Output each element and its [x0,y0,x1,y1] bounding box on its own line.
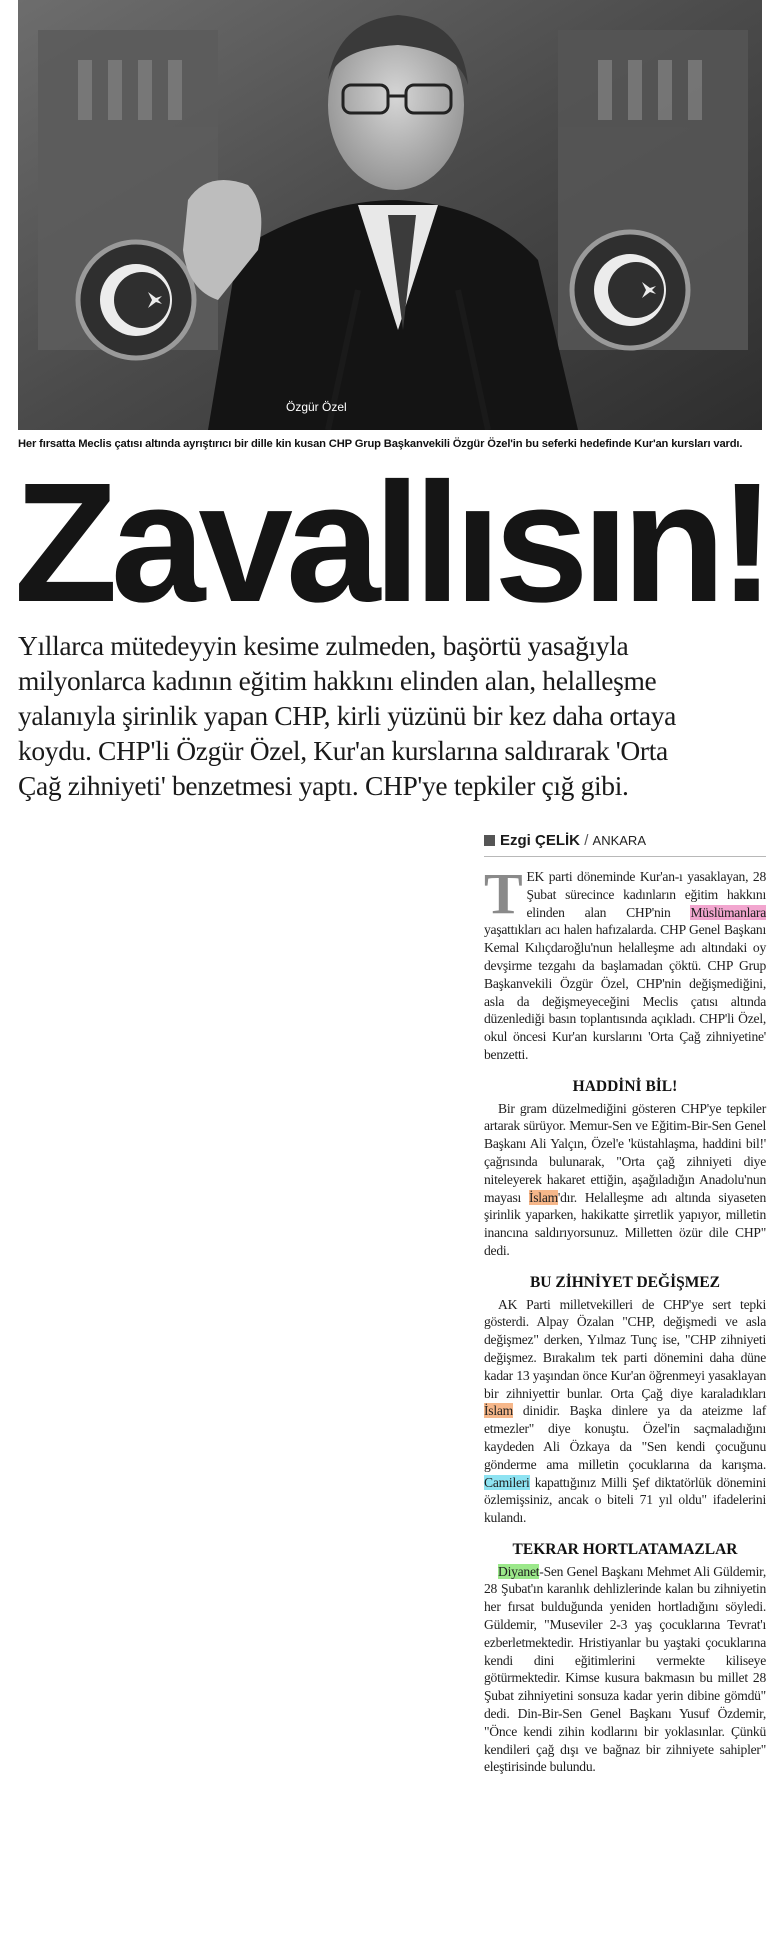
deck-line: yalanıyla şirinlik yapan CHP, kirli yüzünü bir kez daha ortaya [18,700,676,731]
text-run: Bir gram düzelmediğini gösteren CHP'ye tepkiler artarak sürüyor. Memur-Sen ve Eğitim-Bir-Sen Genel Başkanı Ali Yalçın, Özel'e 'küstahlaşma, haddini bil!' çağrısında bulunarak, "Orta çağ zihniyeti diye niteleyerek hakaret ettiğin, aşağıladığın Anadolu'nun mayası [484,1100,766,1205]
deck-line: Yıllarca mütedeyyin kesime zulmeden, başörtü yasağıyla [18,630,629,661]
text-run: yaşattıkları acı halen hafızalarda. CHP Genel Başkanı Kemal Kılıçdaroğlu'nun helalleşme adı altındaki oy devşirme tezgahı da başlamadan çöktü. CHP Grup Başkanvekili Özgür Özel, CHP'nin değişmediğini, asla da değişmeyeceğini Meclis çatısı altında düzenlediği basın toplantısında açıkladı. CHP'li Özel, okul öncesi Kur'an kurslarını 'Orta Çağ zihniyetine' benzetti. [484,922,766,1062]
deck [18,628,770,803]
text-run: 'dır. Helalleşme adı altında siyaseten şirinlik yaparken, hakikatte şirretlik yapıyor, milletin inancına saldırıyorsunuz. Milletten özür dile CHP" dedi. [484,1189,766,1258]
text-run: dinidir. Başka dinlere ya da ateizme laf etmezler" diye konuştu. Özel'in saçmaladığını kaydeden Ali Özkaya da "Sen kendi çocuğunu gönderme ama milletin çocuklarına da karışma. [484,1403,766,1472]
tbmm-emblem-right [572,232,688,348]
text-run: AK Parti milletvekilleri de CHP'ye sert tepki gösterdi. Alpay Özalan "CHP, değişmedi ve asla değişmez" derken, Yılmaz Tunç ise, "CHP zihniyeti değişmez. Bırakalım tek parti dönemini daha düne kadar 13 yaşından önce Kur'an öğrenmeyi yasaklayan bir zihniyettir bunlar. Orta Çağ diye karaladıkları [484,1296,766,1401]
deck-line: milyonlarca kadının eğitim hakkını elinden alan, helalleşme [18,665,657,696]
paragraph [484,1296,766,1527]
tbmm-emblem-left [78,242,194,358]
paragraph [484,1100,766,1260]
author-name: Ezgi ÇELİK [500,832,581,849]
subheading: TEKRAR HORTLATAMAZLAR [512,1540,738,1558]
photo-illustration [18,0,762,430]
highlighted-term: Müslümanlara [690,904,766,920]
paragraph [484,1563,766,1777]
highlighted-term: Camileri [484,1474,530,1490]
text-run: EK parti döneminde Kur'an-ı yasaklayan, 28 Şubat sürecince kadınların eğitim hakkını elinden alan CHP'nin [526,869,766,920]
dateline-location: ANKARA [592,833,646,848]
byline [484,832,766,857]
text-run: kapattığınız Milli Şef diktatörlük dönemini özlemişsiniz, ancak o biteli 71 yıl oldu" ifadelerini kulandı. [484,1474,766,1526]
byline-separator: / [584,832,589,849]
byline-square-icon [484,835,495,846]
deck-line: koydu. CHP'li Özgür Özel, Kur'an kurslarına saldırarak 'Orta [18,735,668,766]
drop-cap: T [484,861,523,926]
text-run: -Sen Genel Başkanı Mehmet Ali Güldemir, 28 Şubat'ın karanlık dehlizlerinde kalan bu zihniyetin her fırsat bulduğunda yeniden hortladığını söyledi. Güldemir, "Museviler 2-3 yaş çocuklarına Tevrat'ı ezberletmektedir. Hristiyanlar bu yaştaki çocuklarına kendi dini eğitimlerini vermekte kiliseye götürmektedir. Kimse kusura bakmasın bu millet 28 Şubat zihniyetini sonsuza kadar yerin dibine gömdü" dedi. Din-Bir-Sen Genel Başkanı Yusuf Özdemir, "Önce kendi zihin kodlarını bir yoklasınlar. Çünkü kendileri çağ dışı ve bağnaz bir zihniyete sahipler" eleştirisinde bulundu. [484,1563,766,1775]
deck-line: Çağ zihniyeti' benzetmesi yaptı. CHP'ye tepkiler çığ gibi. [18,770,629,801]
highlighted-term: İslam [484,1403,513,1419]
highlighted-term: İslam [528,1189,558,1205]
photo-caption: Her fırsatta Meclis çatısı altında ayrıştırıcı bir dille kin kusan CHP Grup Başkanvekili Özgür Özel'in bu seferki hedefinde Kur'an kursları vardı. [18,438,743,450]
intro-paragraph [484,861,766,1064]
highlighted-term: Diyanet [498,1563,540,1579]
headline: Zavallısın! [14,448,769,638]
news-photo [18,0,762,430]
subheading: BU ZİHNİYET DEĞİŞMEZ [529,1273,721,1291]
photo-credit: Özgür Özel [286,400,347,414]
subheading: HADDİNİ BİL! [572,1077,678,1095]
article-body [484,861,766,1776]
